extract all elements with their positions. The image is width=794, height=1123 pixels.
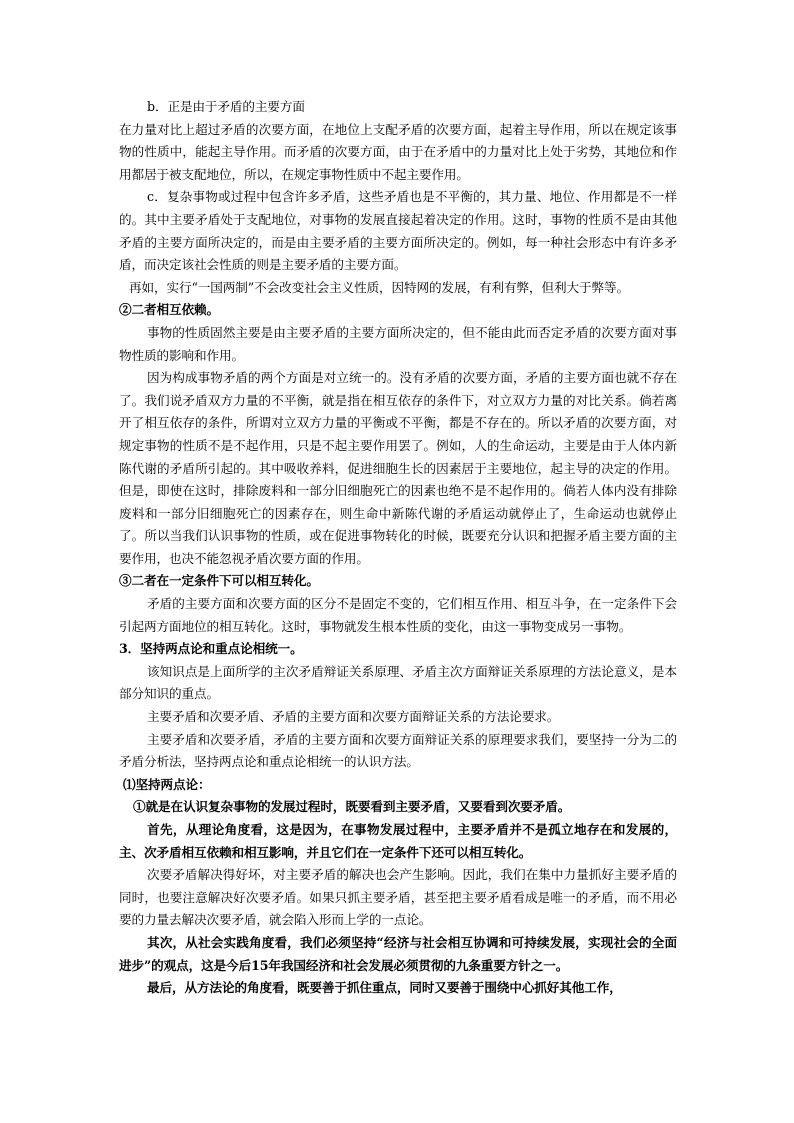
paragraph-secondary-contradiction: 次要矛盾解决得好坏，对主要矛盾的解决也会产生影响。因此，我们在集中力量抓好主要矛盾的同时，也要注意解决好次要矛盾。如果只抓主要矛盾，甚至把主要矛盾看成是唯一的矛盾，而不用必要的力量去解决次要矛盾，就会陷入形而上学的一点论。 (119, 867, 677, 928)
paragraph-second-practice: 其次，从社会实践角度看，我们必须坚持“经济与社会相互协调和可持续发展，实现社会的全面进步”的观点，这是今后15年我国经济和社会发展必须贯彻的九条重要方针之一。 (119, 934, 677, 973)
heading-two-point-theory: ⑴坚持两点论： (123, 776, 211, 792)
paragraph-method-requirement: 主要矛盾和次要矛盾、矛盾的主要方面和次要方面辩证关系的方法论要求。 (147, 709, 560, 725)
paragraph-dependence-body: 因为构成事物矛盾的两个方面是对立统一的。没有矛盾的次要方面，矛盾的主要方面也就不存在了。我们说矛盾双方力量的不平衡，就是指在相互依存的条件下，对立双方力量的对比关系。倘若离开了相互依存的条件，所谓对立双方力量的平衡或不平衡，都是不存在的。所以矛盾的次要方面，对规定事物的性质不是不起作用，只是不起主要作用罢了。例如，人的生命运动，主要是由于人体内新陈代谢的矛盾所引起的。其中吸收养料，促进细胞生长的因素居于主要地位，起主导的决定的作用。但是，即使在这时，排除废料和一部分旧细胞死亡的因素也绝不是不起作用的。倘若人体内没有排除废料和一部分旧细胞死亡的因素存在，则生命中新陈代谢的矛盾运动就停止了，生命运动也就停止了。所以当我们认识事物的性质，或在促进事物转化的时候，既要充分认识和把握矛盾主要方面的主要作用，也决不能忽视矛盾次要方面的作用。 (119, 370, 677, 566)
heading-mutual-dependence: ②二者相互依赖。 (119, 302, 219, 318)
heading-section-3: 3．坚持两点论和重点论相统一。 (119, 641, 303, 657)
document-body (119, 96, 677, 1000)
paragraph-transformation: 矛盾的主要方面和次要方面的区分不是固定不变的，它们相互作用、相互斗争，在一定条件下会引起两方面地位的相互转化。这时，事物就发生根本性质的变化，由这一事物变成另一事物。 (119, 596, 677, 634)
paragraph-last-methodology: 最后，从方法论的角度看，既要善于抓住重点，同时又要善于围绕中心抓好其他工作， (147, 980, 622, 996)
paragraph-key-point: 该知识点是上面所学的主次矛盾辩证关系原理、矛盾主次方面辩证关系原理的方法论意义，是本部分知识的重点。 (119, 663, 677, 702)
heading-mutual-transformation: ③二者在一定条件下可以相互转化。 (119, 573, 319, 589)
paragraph-example: 再如，实行“一国两制”不会改变社会主义性质，因特网的发展，有利有弊，但利大于弊等。 (129, 279, 629, 295)
paragraph-first-theory: 首先，从理论角度看，这是因为，在事物发展过程中，主要矛盾并不是孤立地存在和发展的，主、次矛盾相互依赖和相互影响，并且它们在一定条件下还可以相互转化。 (119, 822, 677, 860)
paragraph-point-b: b．正是由于矛盾的主要方面 (147, 99, 305, 114)
paragraph-point-c: c．复杂事物或过程中包含许多矛盾，这些矛盾也是不平衡的，其力量、地位、作用都是不一样的。其中主要矛盾处于支配地位，对事物的发展直接起着决定的作用。这时，事物的性质不是由其他矛盾的主要方面所决定的，而是由主要矛盾的主要方面所决定的。例如，每一种社会形态中有许多矛盾，而决定该社会性质的则是主要矛盾的主要方面。 (119, 189, 677, 273)
paragraph-point-b-body: 在力量对比上超过矛盾的次要方面，在地位上支配矛盾的次要方面，起着主导作用，所以在规定该事物的性质中，能起主导作用。而矛盾的次要方面，由于在矛盾中的力量对比上处于劣势，其地位和作用都居于被支配地位，所以，在规定事物性质中不起主要作用。 (119, 121, 677, 182)
paragraph-principle: 主要矛盾和次要矛盾，矛盾的主要方面和次要方面辩证关系的原理要求我们，要坚持一分为二的矛盾分析法，坚持两点论和重点论相统一的认识方法。 (119, 731, 677, 770)
paragraph-dependence-intro: 事物的性质固然主要是由主要矛盾的主要方面所决定的，但不能由此而否定矛盾的次要方面对事物性质的影响和作用。 (119, 324, 677, 363)
paragraph-two-point-definition: ①就是在认识复杂事物的发展过程时，既要看到主要矛盾，又要看到次要矛盾。 (133, 799, 571, 815)
